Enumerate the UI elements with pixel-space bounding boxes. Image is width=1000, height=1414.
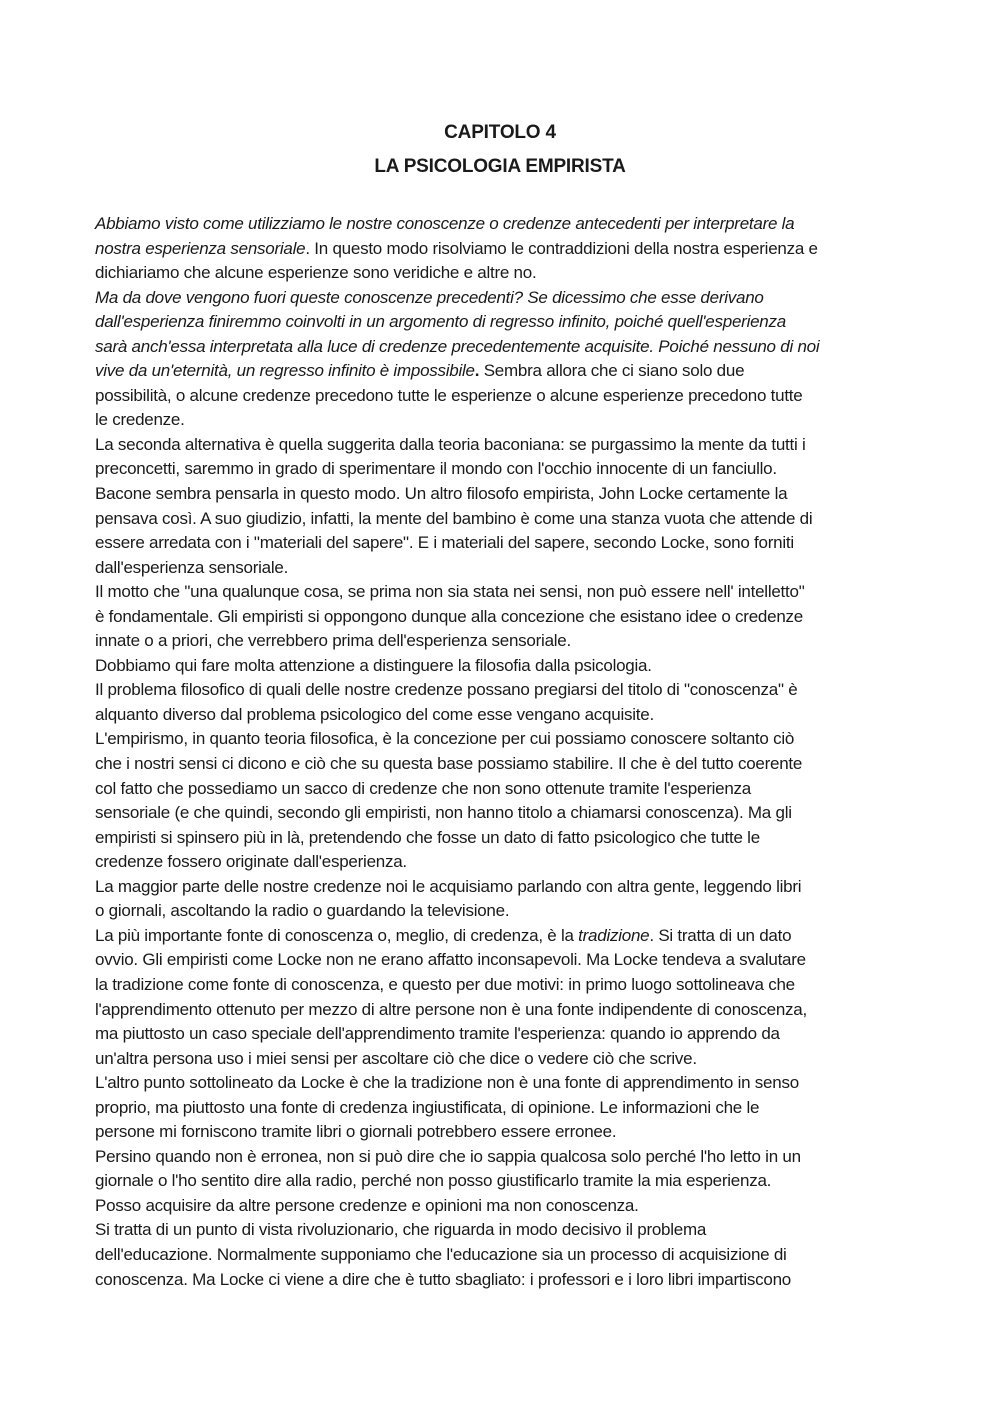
text-line	[95, 261, 915, 286]
text-segment: un'altra persona uso i miei sensi per ascoltare ciò che dice o vedere ciò che scrive.	[95, 1048, 697, 1068]
text-segment: alquanto diverso dal problema psicologico del come esse vengano acquisite.	[95, 704, 654, 724]
text-line	[95, 727, 915, 752]
text-segment: innate o a priori, che verrebbero prima dell'esperienza sensoriale.	[95, 631, 571, 651]
text-line	[95, 457, 915, 482]
text-segment: giornale o l'ho sentito dire alla radio, perché non posso giustificarlo tramite la mia esperienza.	[95, 1171, 772, 1191]
text-segment: Sembra allora che ci siano solo due	[479, 361, 745, 381]
text-segment: che i nostri sensi ci dicono e ciò che su questa base possiamo stabilire. Il che è del tutto coerente	[95, 754, 803, 774]
text-line	[95, 826, 915, 851]
text-line	[95, 703, 915, 728]
text-segment: empiristi si spinsero più in là, pretendendo che fosse un dato di fatto psicologico che tutte le	[95, 827, 760, 847]
text-line	[95, 531, 915, 556]
text-line	[95, 482, 915, 507]
text-segment: sarà anch'essa interpretata alla luce di credenze precedentemente acquisite. Poiché nessuno di noi	[95, 336, 820, 356]
chapter-title: LA PSICOLOGIA EMPIRISTA	[374, 156, 626, 177]
text-segment: vive da un'eternità, un regresso infinito è impossibile	[95, 361, 475, 381]
text-segment: preconcetti, saremmo in grado di sperimentare il mondo con l'occhio innocente di un fanciullo.	[95, 459, 777, 479]
text-line	[95, 1071, 915, 1096]
text-segment: . In questo modo risolviamo le contraddizioni della nostra esperienza e	[305, 238, 818, 258]
text-line	[95, 1145, 915, 1170]
text-line	[95, 973, 915, 998]
text-segment: sensoriale (e che quindi, secondo gli empiristi, non hanno titolo a chiamarsi conoscenza). Ma gli	[95, 803, 792, 823]
chapter-number: CAPITOLO 4	[444, 122, 556, 143]
text-line	[95, 359, 915, 384]
text-segment: col fatto che possediamo un sacco di credenze che non sono ottenute tramite l'esperienza	[95, 778, 751, 798]
text-line	[95, 237, 915, 262]
text-segment: L'empirismo, in quanto teoria filosofica, è la concezione per cui possiamo conoscere soltanto ciò	[95, 729, 795, 749]
text-line	[95, 507, 915, 532]
text-line	[95, 850, 915, 875]
text-segment: Persino quando non è erronea, non si può dire che io sappia qualcosa solo perché l'ho letto in un	[95, 1146, 801, 1166]
text-line	[95, 654, 915, 679]
text-line	[95, 629, 915, 654]
text-line	[95, 1047, 915, 1072]
text-segment: Il problema filosofico di quali delle nostre credenze possano pregiarsi del titolo di "conoscenza" è	[95, 680, 798, 700]
text-segment: Abbiamo visto come utilizziamo le nostre conoscenze o credenze antecedenti per interpretare la	[95, 214, 795, 233]
text-segment: o giornali, ascoltando la radio o guardando la televisione.	[95, 901, 510, 921]
text-segment: Bacone sembra pensarla in questo modo. Un altro filosofo empirista, John Locke certamente la	[95, 484, 788, 504]
text-segment: dichiariamo che alcune esperienze sono veridiche e altre no.	[95, 263, 537, 283]
text-line	[95, 1096, 915, 1121]
text-segment: La maggior parte delle nostre credenze noi le acquisiamo parlando con altra gente, leggendo libri	[95, 876, 802, 896]
text-segment: Ma da dove vengono fuori queste conoscenze precedenti? Se dicessimo che esse derivano	[95, 287, 764, 307]
text-line	[95, 801, 915, 826]
text-segment: dell'educazione. Normalmente supponiamo che l'educazione sia un processo di acquisizione di	[95, 1244, 787, 1264]
text-segment: nostra esperienza sensoriale	[95, 238, 306, 258]
text-segment: è fondamentale. Gli empiristi si oppongono dunque alla concezione che esistano idee o credenze	[95, 606, 803, 626]
text-segment: Il motto che "una qualunque cosa, se prima non sia stata nei sensi, non può essere nell' intelletto"	[95, 582, 805, 602]
text-segment: tradizione	[578, 925, 650, 945]
text-line	[95, 777, 915, 802]
text-line	[95, 408, 915, 433]
text-segment: Posso acquisire da altre persone credenze e opinioni ma non conoscenza.	[95, 1195, 639, 1215]
text-segment: pensava così. A suo giudizio, infatti, la mente del bambino è come una stanza vuota che attende di	[95, 508, 813, 528]
text-segment: . Si tratta di un dato	[649, 925, 792, 945]
text-line	[95, 678, 915, 703]
text-line	[95, 1243, 915, 1268]
text-segment: .	[474, 361, 480, 381]
text-line	[95, 924, 915, 949]
text-line	[95, 948, 915, 973]
body-text	[95, 212, 915, 1292]
text-line	[95, 1268, 915, 1293]
text-line	[95, 212, 915, 237]
text-line	[95, 752, 915, 777]
text-segment: Si tratta di un punto di vista rivoluzionario, che riguarda in modo decisivo il problema	[95, 1220, 707, 1240]
text-line	[95, 605, 915, 630]
text-segment: ma piuttosto un caso speciale dell'apprendimento tramite l'esperienza: quando io apprendo da	[95, 1024, 780, 1044]
text-line	[95, 1169, 915, 1194]
text-line	[95, 998, 915, 1023]
text-segment: La seconda alternativa è quella suggerita dalla teoria baconiana: se purgassimo la mente da tutti i	[95, 434, 806, 454]
text-segment: le credenze.	[95, 410, 185, 430]
text-line	[95, 556, 915, 581]
text-line	[95, 384, 915, 409]
text-segment: credenze fossero originate dall'esperienza.	[95, 852, 407, 872]
text-line	[95, 899, 915, 924]
text-segment: possibilità, o alcune credenze precedono tutte le esperienze o alcune esperienze precedono tutte	[95, 385, 803, 405]
text-segment: proprio, ma piuttosto una fonte di credenza ingiustificata, di opinione. Le informazioni che le	[95, 1097, 760, 1117]
text-line	[95, 335, 915, 360]
text-line	[95, 433, 915, 458]
text-segment: Dobbiamo qui fare molta attenzione a distinguere la filosofia dalla psicologia.	[95, 655, 652, 675]
text-line	[95, 286, 915, 311]
text-line	[95, 1022, 915, 1047]
text-segment: persone mi forniscono tramite libri o giornali potrebbero essere erronee.	[95, 1122, 617, 1142]
text-line	[95, 875, 915, 900]
text-line	[95, 580, 915, 605]
text-segment: L'altro punto sottolineato da Locke è che la tradizione non è una fonte di apprendimento in senso	[95, 1073, 799, 1093]
text-segment: La più importante fonte di conoscenza o, meglio, di credenza, è la	[95, 925, 579, 945]
text-segment: l'apprendimento ottenuto per mezzo di altre persone non è una fonte indipendente di conoscenza,	[95, 999, 807, 1019]
text-segment: essere arredata con i "materiali del sapere". E i materiali del sapere, secondo Locke, sono forniti	[95, 533, 794, 553]
text-segment: conoscenza. Ma Locke ci viene a dire che è tutto sbagliato: i professori e i loro libri impartiscono	[95, 1269, 791, 1289]
text-line	[95, 1120, 915, 1145]
text-segment: ovvio. Gli empiristi come Locke non ne erano affatto inconsapevoli. Ma Locke tendeva a svalutare	[95, 950, 806, 970]
text-segment: dall'esperienza finiremmo coinvolti in un argomento di regresso infinito, poiché quell'esperienza	[95, 312, 786, 332]
text-segment: la tradizione come fonte di conoscenza, e questo per due motivi: in primo luogo sottolineava che	[95, 974, 795, 994]
text-line	[95, 310, 915, 335]
text-segment: dall'esperienza sensoriale.	[95, 557, 289, 577]
text-line	[95, 1194, 915, 1219]
text-line	[95, 1218, 915, 1243]
